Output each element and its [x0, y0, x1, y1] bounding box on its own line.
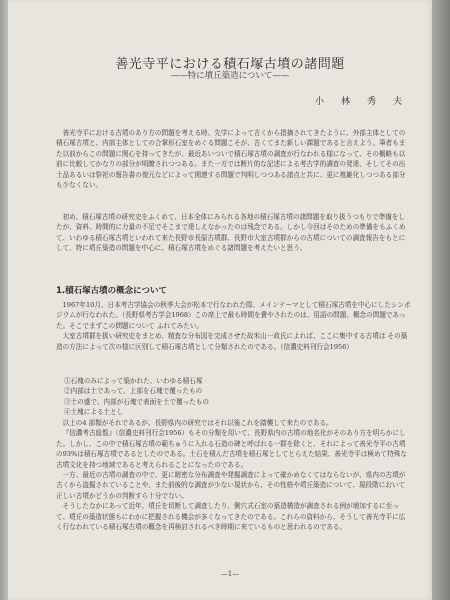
list-item: ①石塊のみによって築かれた、いわゆる積石塚 [64, 377, 203, 385]
intro-paragraph: 善光寺平における古墳のあり方の問題を考える時、先学によって古くから指摘されてきたように、外部主体としての積石塚古墳と、内部主体としての合掌形石室をめぐる問題こそが、古くてまた新しい課題であると言えよう。筆者もまた以前からこの問題に関心を持ってきたが、最近あいついで積石塚古墳の調査が行なわれる様になって、その概略も以前に比較してかなりの部分が明瞭されつつある。また一方では断片的な記述による考古学的調査の発達、そしてその出土品あるいは祭祀の報告書の復元などによって関連する問題で判明しつつある諸点と共に、更に複雑化しつつある部分も少なくない。 [56, 129, 406, 190]
document-subtitle: ——特に墳丘築造について—— [170, 71, 290, 81]
section1-text [56, 300, 411, 352]
author-name: 小 林 秀 夫 [314, 97, 406, 107]
page-number: —1— [220, 570, 240, 578]
section-heading: 1.積石塚古墳の概念について [56, 286, 167, 296]
section2-paragraph: そうしたなかにあって近年、墳丘を切断して調査したり、側穴式石室の築造構造が調査される例が増加するに至って、墳丘の築造状態もにわかに把握される機会が多くなってきたのである。これらの資料から、そうして善光寺平に広く行なわれている積石塚古墳の概念を再検討されるべき時期に来ているものと思われるのである。 [56, 502, 406, 532]
section2-paragraph: 一方、最近の古墳の調査の中で、更に精密な分布調査や発掘調査によって確かめなくてはならないが、県内の古墳が古くから盗掘されていることや、また前後的な調査が少ない現状から、その性格や墳丘築造について、現段階において正しい古墳かどうかの判断すら十分でない。 [56, 471, 406, 500]
section2-paragraph: 『信濃考古総覧』（信濃史料刊行会1956）もその分類を用いて、長野県内の古墳の地名化がそのあり方を明らかにした。しかし、この中で積石塚古墳の範ちゅうに入れる石造の碑と呼ばれる一群を除くと、それによって善光寺平の古墳の93%は積石塚古墳であるとしたのである。土石を積んだ古墳を積石塚としてとらえた結果、善光寺平は極めて特殊な古墳文化を持つ地域であると考えられることになったのである。 [56, 429, 407, 469]
intro-paragraph: 初め、積石塚古墳の研究史をふくめて、日本全体にみられる各地の積石塚古墳の諸問題を取り扱うつもりで準備をしたが、資料、時間的に力量の不足でそこまで達しえなかったのは残念である。しかし今回はそのための準備をもふくめて、いわゆる積石塚古墳といわれて来た長野市長原古墳群、長野市大室古墳群からの古墳についての調査報告をもとにして、特に墳丘築造の問題を中心に、積石塚古墳をめぐる諸問題を考えたいと思う。 [56, 213, 406, 253]
classification-list [64, 376, 264, 418]
section1-paragraph: 1967年10月、日本考古学協会の秋季大会が松本で行なわれた際、メインテーマとして積石塚古墳を中心にしたシンポジウムが行なわれた。（長野県考古学会1968）この席上で最も時間を費やされたのは、用語の問題、概念の問題であった。そこでまずこの問題について ふれてみたい。 [56, 301, 411, 330]
document-title: 善光寺平における積石塚古墳の諸問題 [115, 57, 345, 72]
intro-text [56, 128, 411, 190]
section1-paragraph: 大室古墳群を扱い研究史をまとめ、精査な分布図を完成させた故米山一政氏によれば、ここに集中する古墳は その築造の方法によって次の様に区別して積石塚古墳として分類されたのである。（信濃史料刊行会1956） [56, 332, 408, 351]
list-item: ③土の盛で、内部が石塊で表面を土で覆ったもの [64, 397, 209, 406]
intro-text-2 [56, 212, 411, 254]
section2-text [56, 418, 411, 532]
list-item: ④土塊による土とし [64, 408, 124, 417]
list-item: ②内部は土であって、上部を石塊で覆ったもの [64, 387, 203, 396]
page-edge [432, 0, 450, 600]
section2-paragraph: 以上の4 部類がそれであるが、長野県内の研究ではそれ以後これを踏襲して来たのである。 [62, 419, 333, 427]
